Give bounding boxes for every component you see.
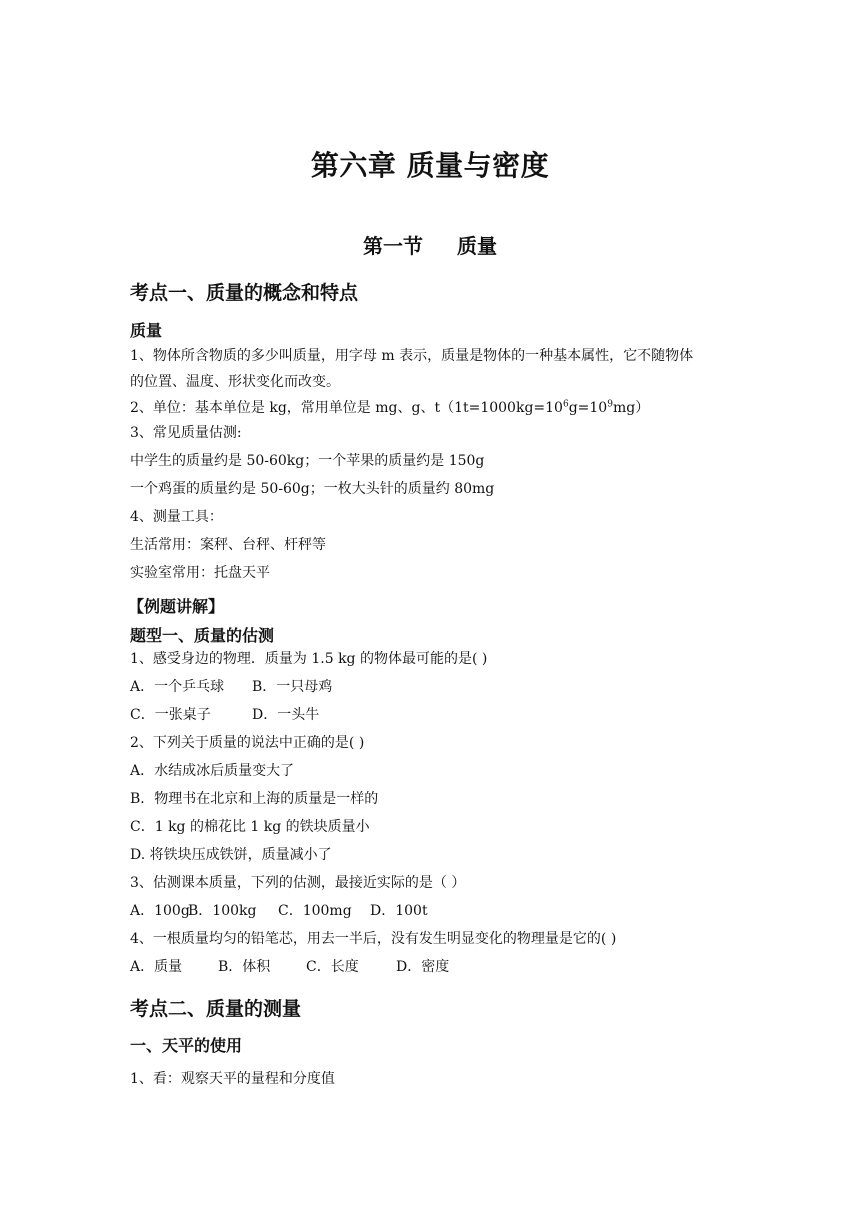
chapter-title: 第六章 质量与密度 bbox=[310, 149, 550, 182]
unit-middle: g=10 bbox=[568, 400, 608, 416]
question-1-options bbox=[130, 677, 332, 697]
q2-option-b: B．物理书在北京和上海的质量是一样的 bbox=[130, 791, 379, 807]
q1-option-b: B．一只母鸡 bbox=[252, 679, 333, 695]
q4-option-a: A．质量 bbox=[130, 959, 183, 975]
q3-option-b: B．100kg bbox=[188, 903, 257, 919]
question-1: 1、感受身边的物理．质量为 1.5 kg 的物体最可能的是( ) bbox=[130, 651, 488, 667]
q4-option-b: B．体积 bbox=[218, 959, 271, 975]
balance-line-1: 1、看：观察天平的量程和分度值 bbox=[130, 1071, 335, 1087]
unit-prefix: 2、单位：基本单位是 kg，常用单位是 mg、g、t（1t=1000kg=10 bbox=[130, 400, 563, 416]
unit-exponent-9: 9 bbox=[607, 399, 613, 410]
question-3: 3、估测课本质量，下列的估测，最接近实际的是（ ） bbox=[130, 875, 466, 891]
q2-option-a: A．水结成冰后质量变大了 bbox=[130, 763, 295, 779]
unit-suffix: mg） bbox=[612, 400, 650, 416]
point1-title: 考点一、质量的概念和特点 bbox=[130, 282, 359, 304]
tools-life: 生活常用：案秤、台秤、杆秤等 bbox=[130, 537, 326, 553]
definition-line-2: 的位置、温度、形状变化而改变。 bbox=[130, 374, 340, 390]
point2-subtitle: 一、天平的使用 bbox=[130, 1036, 243, 1055]
question-3-options bbox=[130, 901, 428, 921]
q1-option-c: C．一张桌子 bbox=[130, 707, 211, 723]
q2-option-d: D. 将铁块压成铁饼，质量减小了 bbox=[130, 847, 332, 863]
q1-option-d: D．一头牛 bbox=[252, 707, 320, 723]
point2-title: 考点二、质量的测量 bbox=[130, 998, 302, 1020]
section-label: 第一节 bbox=[363, 234, 423, 258]
unit-line bbox=[130, 398, 649, 418]
tools-title: 4、测量工具： bbox=[130, 509, 223, 525]
estimate-line-1: 中学生的质量约是 50-60kg；一个苹果的质量约是 150g bbox=[130, 453, 485, 469]
section-title bbox=[0, 230, 860, 259]
question-type-1: 题型一、质量的估测 bbox=[130, 626, 275, 645]
section-name: 质量 bbox=[457, 234, 497, 258]
q4-option-d: D．密度 bbox=[396, 959, 450, 975]
examples-header: 【例题讲解】 bbox=[128, 597, 225, 616]
tools-lab: 实验室常用：托盘天平 bbox=[130, 565, 270, 581]
estimate-title: 3、常见质量估测: bbox=[130, 425, 242, 441]
q3-option-a: A．100g bbox=[130, 903, 190, 919]
q4-option-c: C．长度 bbox=[306, 959, 359, 975]
definition-line-1: 1、物体所含物质的多少叫质量，用字母 m 表示，质量是物体的一种基本属性，它不随物体 bbox=[130, 348, 694, 364]
question-1-options-2 bbox=[130, 705, 319, 725]
question-2: 2、下列关于质量的说法中正确的是( ) bbox=[130, 735, 365, 751]
q1-option-a: A．一个乒乓球 bbox=[130, 679, 225, 695]
unit-exponent-6: 6 bbox=[562, 399, 569, 410]
q3-option-c: C．100mg bbox=[278, 903, 352, 919]
question-4: 4、一根质量均匀的铅笔芯，用去一半后，没有发生明显变化的物理量是它的( ) bbox=[130, 931, 617, 947]
point1-subtitle: 质量 bbox=[130, 321, 163, 340]
estimate-line-2: 一个鸡蛋的质量约是 50-60g；一枚大头针的质量约 80mg bbox=[130, 481, 495, 497]
q3-option-d: D．100t bbox=[370, 903, 428, 919]
question-4-options bbox=[130, 957, 449, 977]
q2-option-c: C．1 kg 的棉花比 1 kg 的铁块质量小 bbox=[130, 819, 370, 835]
